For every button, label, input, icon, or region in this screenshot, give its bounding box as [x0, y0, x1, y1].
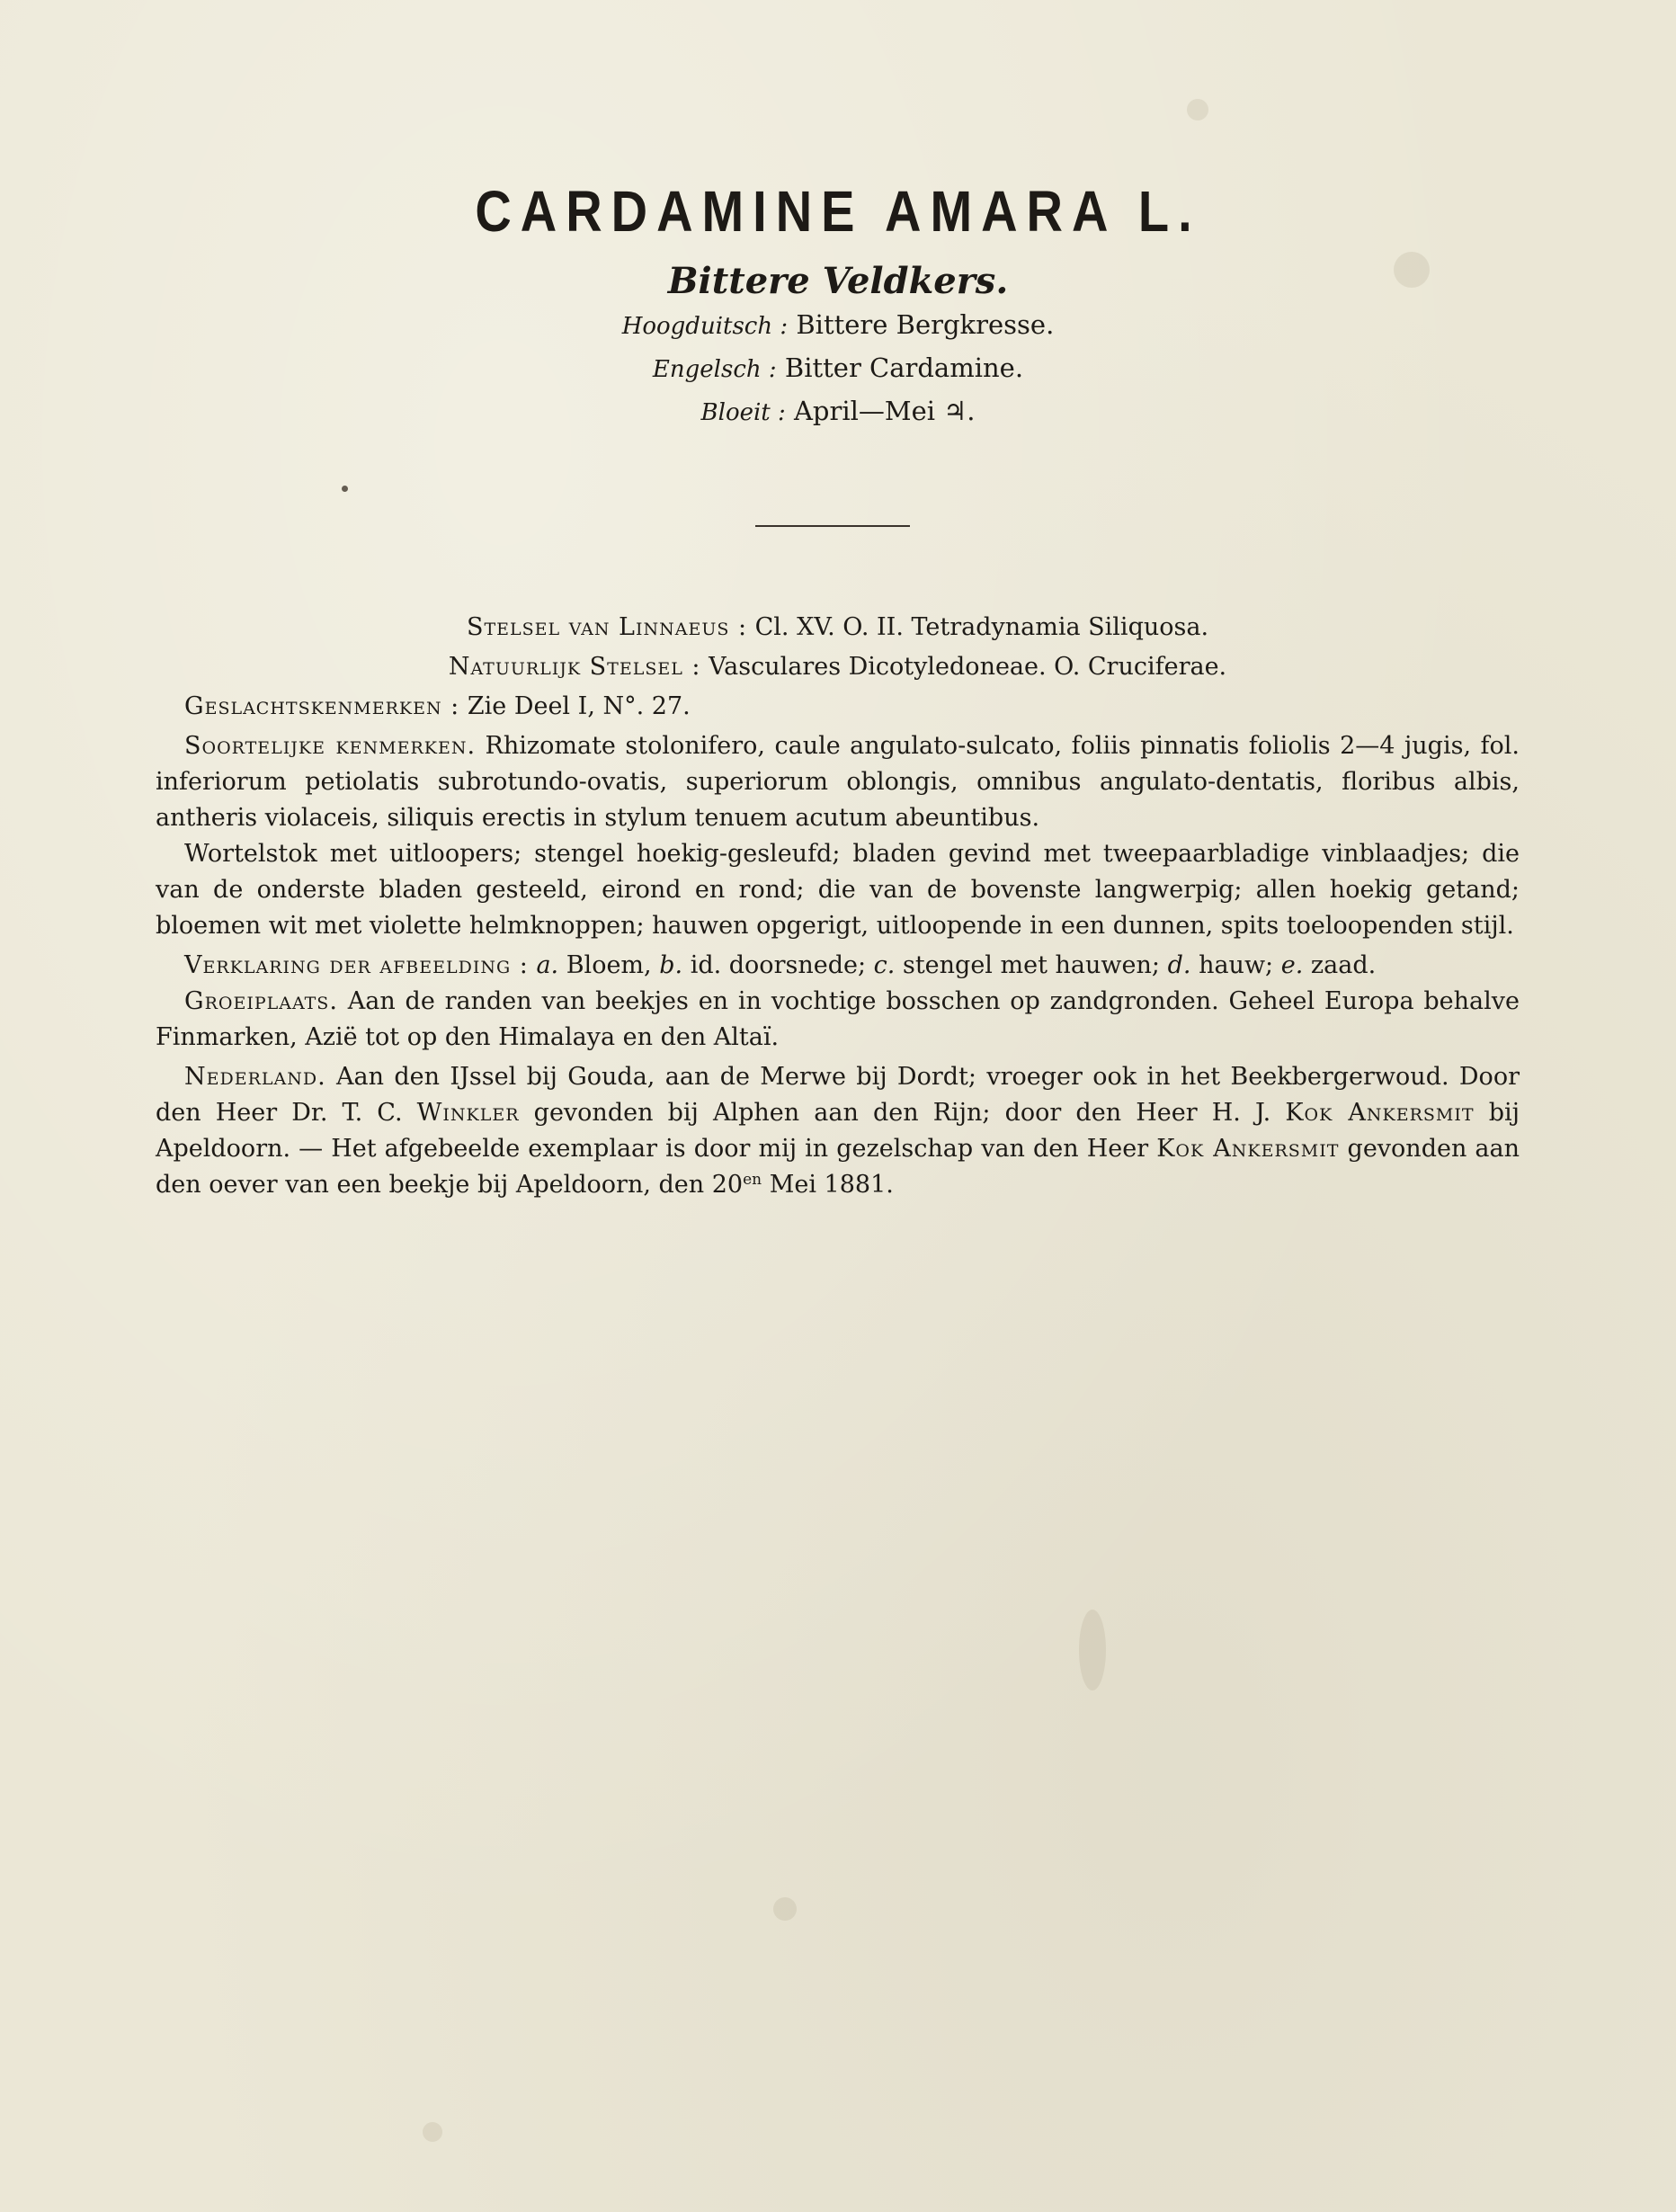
- english-label: Engelsch :: [652, 356, 777, 383]
- figure-key-e-text: zaad.: [1310, 951, 1377, 979]
- figure-key-b: b.: [659, 951, 683, 979]
- habitat: [156, 984, 1520, 1056]
- species-label: Soortelijke kenmerken.: [184, 732, 477, 760]
- page-title: CARDAMINE AMARA L.: [475, 178, 1201, 244]
- genus-text: Zie Deel I, N°. 27.: [467, 692, 691, 720]
- figure-key-c-text: stengel met hauwen;: [902, 951, 1160, 979]
- paper-spot: [342, 486, 348, 492]
- description-body: [156, 610, 1520, 1203]
- linnaeus-text: Cl. XV. O. II. Tetradynamia Siliquosa.: [754, 613, 1209, 641]
- divider: [755, 525, 910, 527]
- genus-label: Geslachtskenmerken :: [184, 692, 460, 720]
- flowering-line: [0, 390, 1676, 433]
- figure-explanation: [156, 948, 1520, 984]
- german-name-line: [0, 304, 1676, 347]
- superscript: en: [743, 1171, 762, 1189]
- netherlands-distribution: [156, 1059, 1520, 1203]
- linnaeus-line: [156, 610, 1520, 646]
- figure-key-d-text: hauw;: [1199, 951, 1274, 979]
- figure-key-c: c.: [873, 951, 896, 979]
- species-characters: [156, 728, 1520, 836]
- natural-system-text: Vasculares Dicotyledoneae. O. Cruciferae.: [709, 653, 1227, 681]
- english-name: Bitter Cardamine.: [784, 352, 1024, 383]
- person-kok-ankersmit: Kok Ankersmit: [1285, 1099, 1475, 1127]
- header: [0, 180, 1676, 433]
- linnaeus-label: Stelsel van Linnaeus :: [466, 613, 748, 641]
- english-name-line: [0, 347, 1676, 390]
- netherlands-label: Nederland.: [184, 1063, 326, 1091]
- paper-spot: [1187, 99, 1208, 120]
- figure-explanation-label: Verklaring der afbeelding :: [184, 951, 529, 979]
- netherlands-text-1: Aan den IJssel bij Gouda, aan de Merwe bij Dordt; vroeger ook in het Beekbergerwoud. Door den Heer Dr. T. C.: [156, 1063, 1520, 1127]
- common-name: Bittere Veldkers.: [667, 260, 1009, 302]
- person-winkler: Winkler: [416, 1099, 520, 1127]
- genus-characters: [156, 689, 1520, 725]
- netherlands-text-3: bij Apeldoorn. — Het afgebeelde exemplaar is door mij in gezelschap van den Heer: [156, 1099, 1520, 1163]
- netherlands-text-2: gevonden bij Alphen aan den Rijn; door den Heer H. J.: [533, 1099, 1271, 1127]
- natural-system-line: [156, 649, 1520, 685]
- figure-key-e: e.: [1280, 951, 1304, 979]
- figure-key-d: d.: [1167, 951, 1191, 979]
- dutch-description: [156, 836, 1520, 944]
- german-label: Hoogduitsch :: [621, 313, 789, 340]
- habitat-label: Groeiplaats.: [184, 987, 338, 1015]
- person-kok-ankersmit: Kok Ankersmit: [1156, 1135, 1340, 1163]
- german-name: Bittere Bergkresse.: [796, 309, 1055, 340]
- netherlands-text-5: Mei 1881.: [769, 1171, 894, 1199]
- species-text: Rhizomate stolonifero, caule angulato-sulcato, foliis pinnatis foliolis 2—4 jugis, fol. inferiorum petiolatis subrotundo-ovatis, superiorum oblongis, omnibus angulato-dentatis, floribus albis, antheris violaceis, siliquis erectis in stylum tenuem acutum abeuntibus.: [156, 732, 1520, 832]
- paper-spot: [1079, 1610, 1106, 1690]
- flowering-label: Bloeit :: [700, 399, 786, 426]
- habitat-text: Aan de randen van beekjes en in vochtige bosschen op zandgronden. Geheel Europa behalve Finmarken, Azië tot op den Himalaya en den Altaï.: [156, 987, 1520, 1051]
- natural-system-label: Natuurlijk Stelsel :: [448, 653, 701, 681]
- dutch-description-text: Wortelstok met uitloopers; stengel hoekig-gesleufd; bladen gevind met tweepaarbladige vinblaadjes; die van de onderste bladen gesteeld, eirond en rond; die van de bovenste langwerpig; allen hoekig getand; bloemen wit met violette helmknoppen; hauwen opgerigt, uitloopende in een dunnen, spits toeloopenden stijl.: [156, 840, 1520, 940]
- netherlands-text-4: gevonden aan den oever van een beekje bij Apeldoorn, den 20: [156, 1135, 1520, 1199]
- flowering-period: April—Mei ♃.: [793, 396, 976, 426]
- figure-key-a: a.: [536, 951, 559, 979]
- paper-spot: [773, 1897, 797, 1921]
- figure-key-a-text: Bloem,: [566, 951, 652, 979]
- paper-spot: [423, 2122, 442, 2142]
- figure-key-b-text: id. doorsnede;: [690, 951, 867, 979]
